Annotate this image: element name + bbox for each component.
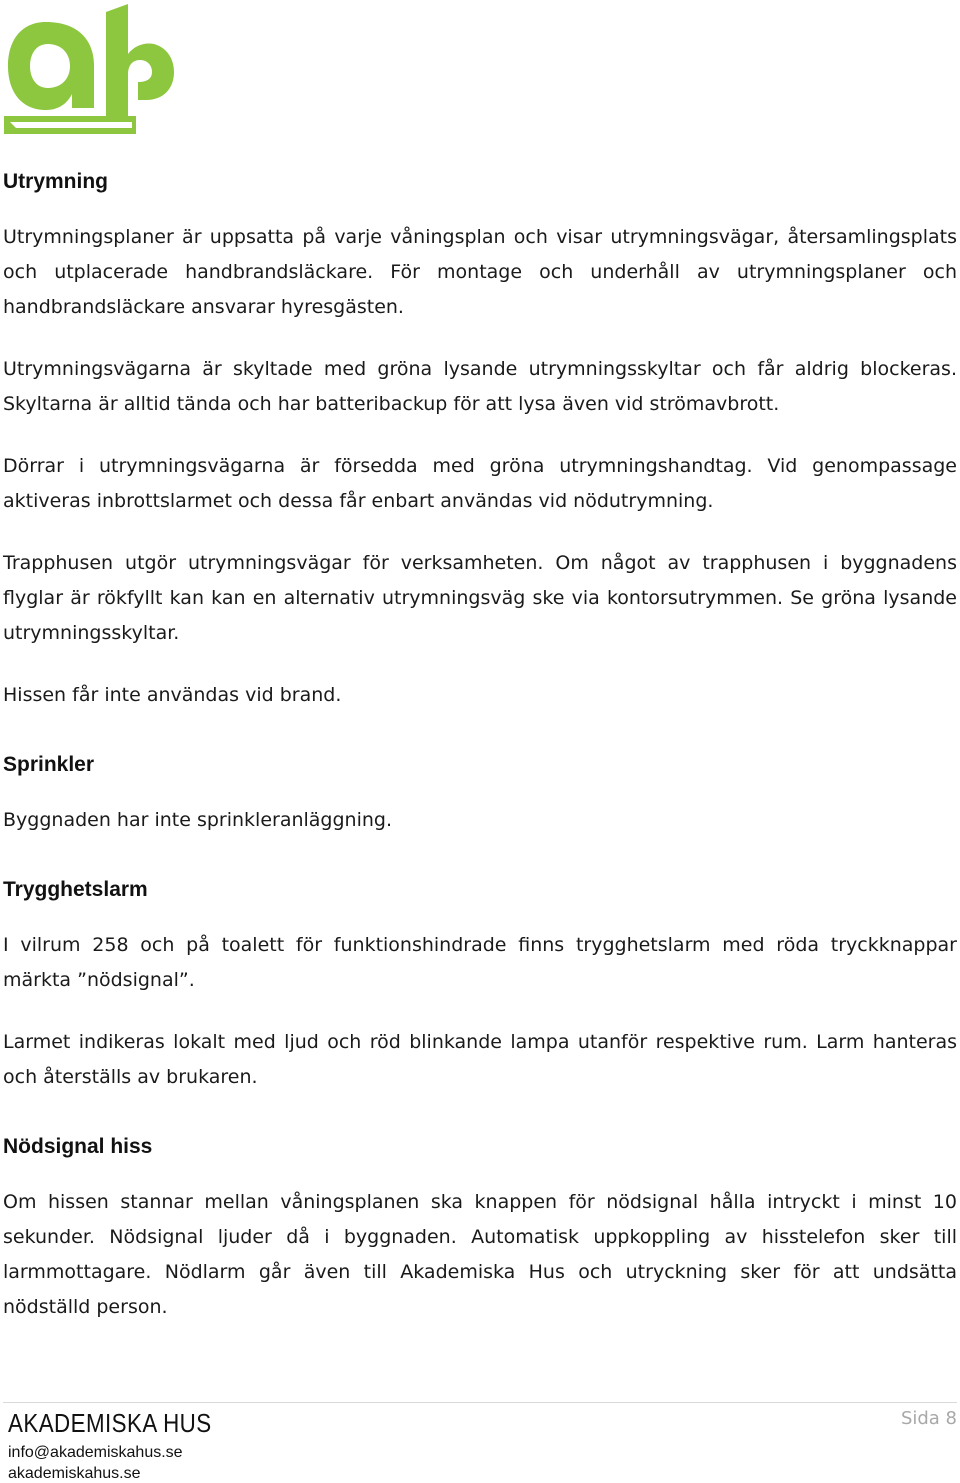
paragraph-utrymning-1: Utrymningsplaner är uppsatta på varje våningsplan och visar utrymningsvägar, återsamlingsplats och utplacerade handbrandsläckare. För montage och underhåll av utrymningsplaner och handbrandsläckare ansvarar hyresgästen.	[3, 226, 957, 318]
footer-divider	[3, 1402, 957, 1403]
footer-brand-wordmark: AKADEMISKA HUS	[8, 1408, 212, 1438]
paragraph-trygghetslarm-2: Larmet indikeras lokalt med ljud och röd blinkande lampa utanför respektive rum. Larm hanteras och återställs av brukaren.	[3, 1031, 957, 1088]
paragraph-sprinkler-1: Byggnaden har inte sprinkleranläggning.	[3, 809, 393, 831]
heading-nodsignal-hiss: Nödsignal hiss	[3, 1135, 153, 1158]
page-number: Sida 8	[900, 1408, 957, 1429]
heading-trygghetslarm: Trygghetslarm	[3, 878, 148, 901]
footer-email-link[interactable]: info@akademiskahus.se	[8, 1444, 183, 1461]
paragraph-utrymning-3: Dörrar i utrymningsvägarna är försedda med gröna utrymningshandtag. Vid genompassage aktiveras inbrottslarmet och dessa får enbart användas vid nödutrymning.	[3, 455, 957, 512]
document-body	[3, 166, 957, 1325]
heading-utrymning: Utrymning	[3, 170, 108, 193]
paragraph-nodsignal-1: Om hissen stannar mellan våningsplanen ska knappen för nödsignal hålla intryckt i minst 10 sekunder. Nödsignal ljuder då i byggnaden. Automatisk uppkoppling av hisstelefon sker till larmmottagare. Nödlarm går även till Akademiska Hus och utryckning sker för att undsätta nödställd person.	[3, 1191, 957, 1318]
paragraph-trygghetslarm-1: I vilrum 258 och på toalett för funktionshindrade finns trygghetslarm med röda tryckknappar märkta ”nödsignal”.	[3, 934, 957, 991]
paragraph-utrymning-4: Trapphusen utgör utrymningsvägar för verksamheten. Om något av trapphusen i byggnadens flyglar är rökfyllt kan kan en alternativ utrymningsväg ske via kontorsutrymmen. Se gröna lysande utrymningsskyltar.	[3, 552, 957, 644]
akademiska-hus-logo	[2, 2, 174, 134]
heading-sprinkler: Sprinkler	[3, 753, 95, 776]
paragraph-utrymning-2: Utrymningsvägarna är skyltade med gröna lysande utrymningsskyltar och får aldrig blockeras. Skyltarna är alltid tända och har batteribackup för att lysa även vid strömavbrott.	[3, 358, 957, 415]
paragraph-utrymning-5: Hissen får inte användas vid brand.	[3, 684, 342, 706]
footer-website-link[interactable]: akademiskahus.se	[8, 1465, 141, 1482]
